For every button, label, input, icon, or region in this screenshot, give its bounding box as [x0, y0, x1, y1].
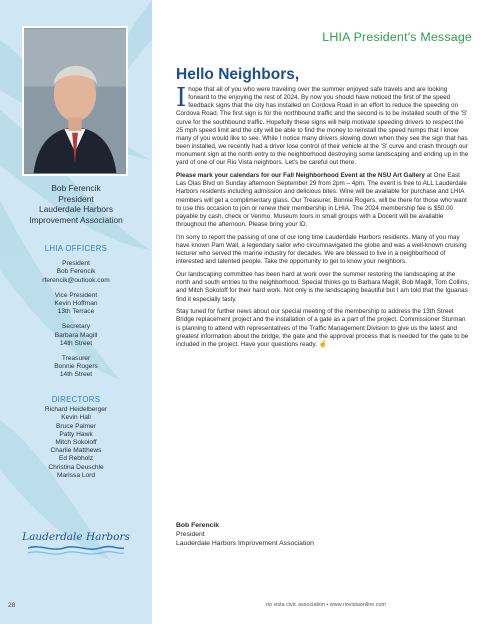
- officers-heading: LHIA OFFICERS: [44, 244, 108, 253]
- officer-name: Barbara Magill: [54, 331, 98, 339]
- signature-org: Lauderdale Harbors Improvement Association: [176, 540, 314, 547]
- director-name: Mitch Sokoloff: [55, 439, 97, 447]
- lauderdale-harbors-logo: [22, 530, 130, 560]
- paragraph-passing: I'm sorry to report the passing of one of our long time Lauderdale Harbors residents. Many of you may have known Pam Wall, a legendary sailor who circumnavigated the globe and was a well-known cruising lecturer who served the marine industry for decades. We are blessed to live in a neighborhood of interested and talented people. Take the opportunity to get to know your neighbors.: [176, 233, 467, 266]
- president-org-line2: Improvement Association: [29, 214, 123, 225]
- officer-title: Treasurer: [61, 355, 91, 363]
- director-name: Ed Rebholz: [58, 455, 94, 463]
- director-name: Patty Hawk: [59, 430, 93, 438]
- drop-cap: I: [176, 83, 187, 113]
- officer-street: 14th Street: [59, 339, 93, 347]
- director-name: Marissa Lord: [56, 471, 96, 479]
- event-details: at One East Las Olas Blvd on Sunday afternoon September 29 from 2pm – 4pm. The event is free to ALL Lauderdale Harbors residents including admission and delicious bites. Wine will be available for purchase and LHIA members will get a complimentary glass. Our Treasurer, Bonnie Rogers, will be there for those who want to use this occasion to join or renew their membership in LHIA. The 2024 membership fee is $50.00 payable by cash, check or Venmo. Museum tours in small groups with a Docent will be available throughout the afternoon. Please bring your ID.: [176, 172, 467, 229]
- director-name: Charlie Matthews: [50, 447, 102, 455]
- president-name: Bob Ferencik: [51, 183, 101, 193]
- director-name: Kevin Hall: [61, 414, 91, 422]
- directors-list: [0, 396, 152, 480]
- main-content: [166, 0, 472, 624]
- signature-block: [176, 521, 314, 548]
- officer-title: Secretary: [61, 323, 91, 331]
- officer-entry: [0, 323, 152, 348]
- page-title: LHIA President's Message: [322, 30, 472, 44]
- officer-title: President: [62, 260, 90, 268]
- officer-name: Bob Ferencik: [56, 268, 96, 276]
- paragraph-intro: [176, 83, 470, 168]
- officer-street: 13th Terrace: [57, 308, 95, 316]
- article-body: [176, 83, 470, 354]
- director-name: Christina Deuschle: [48, 463, 104, 471]
- officer-name: Kevin Hoffman: [54, 300, 98, 308]
- paragraph-event: [176, 172, 470, 229]
- pointing-hand-icon: ☝: [318, 340, 328, 348]
- paragraph-landscaping: Our landscaping committee has been hard at work over the summer restoring the landscaping at the north and south entries to the neighborhood. Special thinks go to Barbara Magill, Bob Magill, Tom Collins, and Mitch Sokoloff for their hard work. Not only is the landscaping beautiful but I am told that the Iguanas find it especially tasty.: [176, 271, 470, 303]
- officer-entry: [0, 260, 152, 285]
- officers-list: [0, 245, 152, 380]
- signature-role: President: [176, 531, 205, 538]
- officer-street: 14th Street: [59, 371, 93, 379]
- paragraph-bridge: [176, 308, 470, 349]
- wave-icon: [28, 544, 124, 556]
- greeting-heading: Hello Neighbors,: [176, 66, 300, 83]
- directors-names: [0, 406, 152, 480]
- president-caption: [0, 183, 152, 225]
- director-name: Richard Heidelberger: [44, 406, 108, 414]
- president-org-line1: Lauderdale Harbors: [38, 204, 114, 215]
- event-lead: Please mark your calendars for our Fall Neighborhood Event at the NSU Art Gallery: [176, 172, 425, 180]
- paragraph-text: hope that all of you who were traveling over the summer enjoyed safe travels and are looking forward to the enjoying the rest of 2024. By now you should have noticed the first of the speed feedback signs that the city has installed on Cordova Road in an effort to reduce the speeding on Cordova Road. The first sign is for the northbound traffic and the second is to be installed south of the 'S' curve for the southbound traffic. Hopefully these signs will help motivate speeding drivers to respect the 25 mph speed limit and the city will be able to find the money to reinstall the speed humps that I know many of you would like to see. While I notice many drivers slowing down when they see the sign that has been installed, we recently had a driver lose control of their vehicle at the 'S' curve and crash through our monument sign at the north entry to the neighborhood destroying some landscaping and ending up in the yard of one of our Rio Vista neighbors. Let's be careful out there.: [176, 86, 469, 167]
- portrait-image: [24, 28, 126, 174]
- paragraph-text: Stay tuned for further news about our special meeting of the membership to address the 13th Street Bridge replacement project and the installation of a gate as a part of the project. Commissioner Sturman is planning to attend with representatives of the Traffic Management Division to give us the latest and greatest information about the bridge, the gate and the approval process that is needed for the gate to be included in the project. Have your questions ready.: [176, 308, 469, 348]
- directors-heading: DIRECTORS: [51, 395, 101, 404]
- page-number: 28: [8, 602, 16, 609]
- president-photo: [22, 26, 128, 176]
- officer-title: Vice President: [54, 291, 98, 299]
- officer-email[interactable]: rferencik@outlook.com: [42, 276, 110, 284]
- signature-name: Bob Ferencik: [176, 522, 220, 529]
- officer-entry: [0, 355, 152, 380]
- page-footer: rio vista civic association • www.riovistaonline.com: [266, 602, 386, 608]
- sidebar: [0, 0, 152, 624]
- officer-name: Bonnie Rogers: [54, 363, 98, 371]
- officer-entry: [0, 292, 152, 317]
- president-role: President: [58, 193, 94, 204]
- director-name: Bruce Palmer: [56, 422, 96, 430]
- logo-text: Lauderdale Harbors: [22, 531, 130, 543]
